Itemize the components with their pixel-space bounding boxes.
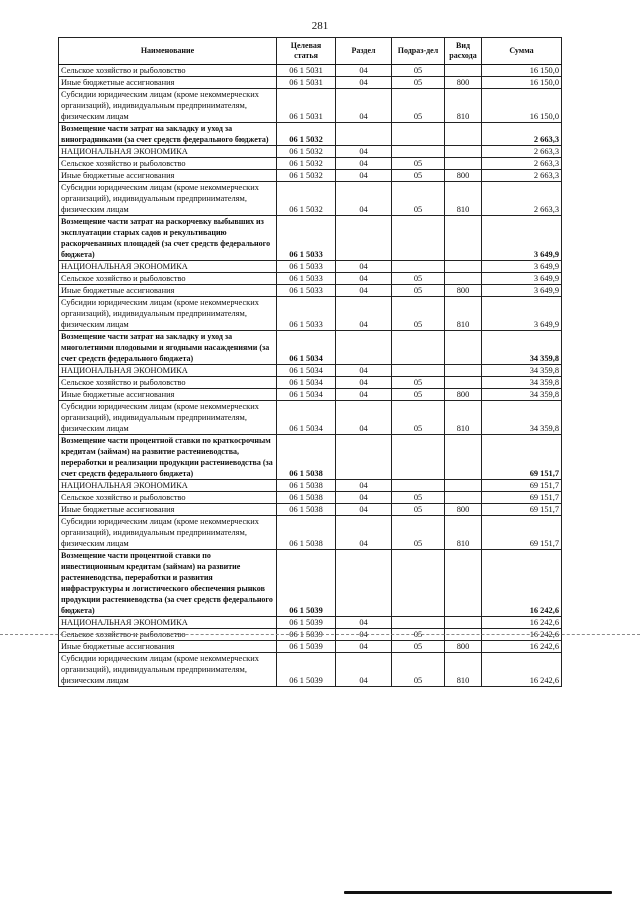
cell-target-article: 06 1 5038 bbox=[277, 504, 336, 516]
header-section: Раздел bbox=[336, 38, 392, 65]
table-row bbox=[59, 365, 562, 377]
cell-name: Субсидии юридическим лицам (кроме некоммерческих организаций), индивидуальным предпринимателям, физическим лицам bbox=[59, 653, 277, 687]
cell-sum: 2 663,3 bbox=[482, 158, 562, 170]
cell-target-article: 06 1 5033 bbox=[277, 285, 336, 297]
cell-sum: 16 242,6 bbox=[482, 653, 562, 687]
cell-section: 04 bbox=[336, 504, 392, 516]
cell-name: НАЦИОНАЛЬНАЯ ЭКОНОМИКА bbox=[59, 261, 277, 273]
cell-name: Сельское хозяйство и рыболовство bbox=[59, 65, 277, 77]
cell-section: 04 bbox=[336, 297, 392, 331]
cell-sum: 16 150,0 bbox=[482, 77, 562, 89]
table-row bbox=[59, 389, 562, 401]
table-body bbox=[59, 65, 562, 687]
cell-name: Сельское хозяйство и рыболовство bbox=[59, 377, 277, 389]
cell-target-article: 06 1 5039 bbox=[277, 629, 336, 641]
cell-section: 04 bbox=[336, 641, 392, 653]
cell-section: 04 bbox=[336, 182, 392, 216]
cell-target-article: 06 1 5034 bbox=[277, 389, 336, 401]
cell-target-article: 06 1 5038 bbox=[277, 435, 336, 480]
cell-sum: 3 649,9 bbox=[482, 261, 562, 273]
cell-name: Возмещение части процентной ставки по краткосрочным кредитам (займам) на развитие растениеводства, переработки и реализации продукции растениеводства (за счет средств федерального бюджета) bbox=[59, 435, 277, 480]
cell-target-article: 06 1 5032 bbox=[277, 182, 336, 216]
cell-section bbox=[336, 123, 392, 146]
cell-section: 04 bbox=[336, 365, 392, 377]
cell-target-article: 06 1 5039 bbox=[277, 617, 336, 629]
cell-expense-type bbox=[445, 331, 482, 365]
cell-subsection: 05 bbox=[392, 516, 445, 550]
cell-subsection bbox=[392, 331, 445, 365]
cell-target-article: 06 1 5031 bbox=[277, 65, 336, 77]
cell-target-article: 06 1 5039 bbox=[277, 653, 336, 687]
cell-sum: 3 649,9 bbox=[482, 297, 562, 331]
cell-sum: 34 359,8 bbox=[482, 331, 562, 365]
cell-subsection: 05 bbox=[392, 285, 445, 297]
cell-sum: 2 663,3 bbox=[482, 170, 562, 182]
cell-subsection: 05 bbox=[392, 653, 445, 687]
cell-sum: 34 359,8 bbox=[482, 365, 562, 377]
bottom-scan-bar bbox=[344, 891, 612, 894]
cell-name: Субсидии юридическим лицам (кроме некоммерческих организаций), индивидуальным предпринимателям, физическим лицам bbox=[59, 297, 277, 331]
header-expense-type: Вид расхода bbox=[445, 38, 482, 65]
cell-sum: 16 242,6 bbox=[482, 550, 562, 617]
cell-expense-type bbox=[445, 492, 482, 504]
cell-section: 04 bbox=[336, 158, 392, 170]
cell-target-article: 06 1 5039 bbox=[277, 641, 336, 653]
table-row bbox=[59, 480, 562, 492]
cell-section bbox=[336, 331, 392, 365]
cell-target-article: 06 1 5032 bbox=[277, 158, 336, 170]
cell-expense-type bbox=[445, 216, 482, 261]
cell-subsection: 05 bbox=[392, 182, 445, 216]
table-row bbox=[59, 516, 562, 550]
table-row bbox=[59, 261, 562, 273]
cell-expense-type: 800 bbox=[445, 285, 482, 297]
cell-expense-type: 810 bbox=[445, 401, 482, 435]
cell-target-article: 06 1 5032 bbox=[277, 123, 336, 146]
cell-target-article: 06 1 5039 bbox=[277, 550, 336, 617]
cell-name: Возмещение части затрат на закладку и уход за многолетними плодовыми и ягодными насаждениями (за счет средств федерального бюджета) bbox=[59, 331, 277, 365]
cell-expense-type bbox=[445, 480, 482, 492]
cell-section: 04 bbox=[336, 629, 392, 641]
cell-name: Сельское хозяйство и рыболовство bbox=[59, 629, 277, 641]
table-row bbox=[59, 401, 562, 435]
table-row bbox=[59, 492, 562, 504]
cell-sum: 2 663,3 bbox=[482, 123, 562, 146]
cell-sum: 69 151,7 bbox=[482, 516, 562, 550]
cell-sum: 16 242,6 bbox=[482, 641, 562, 653]
cell-sum: 16 242,6 bbox=[482, 617, 562, 629]
cell-expense-type bbox=[445, 435, 482, 480]
cell-section: 04 bbox=[336, 617, 392, 629]
table-row bbox=[59, 216, 562, 261]
cell-subsection: 05 bbox=[392, 377, 445, 389]
cell-sum: 16 150,0 bbox=[482, 89, 562, 123]
table-row bbox=[59, 273, 562, 285]
cell-section: 04 bbox=[336, 77, 392, 89]
cell-subsection: 05 bbox=[392, 158, 445, 170]
table-header bbox=[59, 38, 562, 65]
table-row bbox=[59, 285, 562, 297]
table-row bbox=[59, 297, 562, 331]
table-row bbox=[59, 435, 562, 480]
cell-target-article: 06 1 5031 bbox=[277, 77, 336, 89]
cell-sum: 16 150,0 bbox=[482, 65, 562, 77]
cell-expense-type bbox=[445, 146, 482, 158]
cell-name: Сельское хозяйство и рыболовство bbox=[59, 492, 277, 504]
cell-target-article: 06 1 5033 bbox=[277, 261, 336, 273]
cell-expense-type bbox=[445, 158, 482, 170]
cell-sum: 3 649,9 bbox=[482, 285, 562, 297]
table-row bbox=[59, 377, 562, 389]
cell-name: Субсидии юридическим лицам (кроме некоммерческих организаций), индивидуальным предпринимателям, физическим лицам bbox=[59, 89, 277, 123]
table-row bbox=[59, 182, 562, 216]
cell-subsection bbox=[392, 480, 445, 492]
cell-section: 04 bbox=[336, 516, 392, 550]
table-row bbox=[59, 170, 562, 182]
header-sum: Сумма bbox=[482, 38, 562, 65]
cell-section bbox=[336, 216, 392, 261]
cell-name: Сельское хозяйство и рыболовство bbox=[59, 273, 277, 285]
cell-target-article: 06 1 5034 bbox=[277, 377, 336, 389]
cell-name: Субсидии юридическим лицам (кроме некоммерческих организаций), индивидуальным предпринимателям, физическим лицам bbox=[59, 401, 277, 435]
cell-subsection: 05 bbox=[392, 170, 445, 182]
cell-section: 04 bbox=[336, 89, 392, 123]
cell-name: Субсидии юридическим лицам (кроме некоммерческих организаций), индивидуальным предпринимателям, физическим лицам bbox=[59, 516, 277, 550]
cell-expense-type: 810 bbox=[445, 653, 482, 687]
cell-subsection: 05 bbox=[392, 89, 445, 123]
cell-subsection bbox=[392, 435, 445, 480]
cell-subsection: 05 bbox=[392, 389, 445, 401]
table-row bbox=[59, 653, 562, 687]
cell-sum: 2 663,3 bbox=[482, 146, 562, 158]
cell-name: Иные бюджетные ассигнования bbox=[59, 641, 277, 653]
cell-section bbox=[336, 550, 392, 617]
cell-expense-type: 810 bbox=[445, 297, 482, 331]
table-row bbox=[59, 77, 562, 89]
cell-expense-type bbox=[445, 261, 482, 273]
cell-name: НАЦИОНАЛЬНАЯ ЭКОНОМИКА bbox=[59, 617, 277, 629]
cell-name: Возмещение части процентной ставки по инвестиционным кредитам (займам) на развитие растениеводства, переработки и развития инфраструктуры и логистического обеспечения рынков продукции растениеводства (за счет средств федерального бюджета) bbox=[59, 550, 277, 617]
cell-expense-type: 800 bbox=[445, 77, 482, 89]
cell-subsection bbox=[392, 617, 445, 629]
cell-subsection bbox=[392, 365, 445, 377]
cell-expense-type bbox=[445, 617, 482, 629]
cell-name: Возмещение части затрат на закладку и уход за виноградниками (за счет средств федерального бюджета) bbox=[59, 123, 277, 146]
cell-target-article: 06 1 5032 bbox=[277, 146, 336, 158]
table-row bbox=[59, 641, 562, 653]
cell-expense-type: 810 bbox=[445, 89, 482, 123]
cell-sum: 3 649,9 bbox=[482, 273, 562, 285]
cell-subsection: 05 bbox=[392, 297, 445, 331]
cell-expense-type bbox=[445, 365, 482, 377]
cell-target-article: 06 1 5038 bbox=[277, 480, 336, 492]
cell-section: 04 bbox=[336, 401, 392, 435]
cell-section: 04 bbox=[336, 170, 392, 182]
page-cut-line bbox=[0, 634, 640, 635]
cell-sum: 69 151,7 bbox=[482, 480, 562, 492]
cell-name: Иные бюджетные ассигнования bbox=[59, 285, 277, 297]
cell-target-article: 06 1 5034 bbox=[277, 331, 336, 365]
cell-sum: 34 359,8 bbox=[482, 377, 562, 389]
cell-subsection bbox=[392, 216, 445, 261]
cell-name: Субсидии юридическим лицам (кроме некоммерческих организаций), индивидуальным предпринимателям, физическим лицам bbox=[59, 182, 277, 216]
cell-sum: 3 649,9 bbox=[482, 216, 562, 261]
cell-expense-type bbox=[445, 550, 482, 617]
cell-section bbox=[336, 435, 392, 480]
cell-section: 04 bbox=[336, 389, 392, 401]
cell-section: 04 bbox=[336, 273, 392, 285]
cell-subsection: 05 bbox=[392, 401, 445, 435]
cell-expense-type bbox=[445, 65, 482, 77]
cell-name: НАЦИОНАЛЬНАЯ ЭКОНОМИКА bbox=[59, 365, 277, 377]
cell-name: НАЦИОНАЛЬНАЯ ЭКОНОМИКА bbox=[59, 480, 277, 492]
cell-sum: 2 663,3 bbox=[482, 182, 562, 216]
cell-section: 04 bbox=[336, 492, 392, 504]
cell-subsection: 05 bbox=[392, 65, 445, 77]
cell-target-article: 06 1 5033 bbox=[277, 297, 336, 331]
page-number: 281 bbox=[311, 20, 329, 32]
cell-sum: 69 151,7 bbox=[482, 435, 562, 480]
cell-section: 04 bbox=[336, 65, 392, 77]
cell-subsection: 05 bbox=[392, 492, 445, 504]
cell-subsection: 05 bbox=[392, 641, 445, 653]
header-subsection: Подраз-дел bbox=[392, 38, 445, 65]
cell-subsection: 05 bbox=[392, 629, 445, 641]
table-row bbox=[59, 65, 562, 77]
cell-expense-type: 800 bbox=[445, 389, 482, 401]
cell-sum: 34 359,8 bbox=[482, 401, 562, 435]
cell-section: 04 bbox=[336, 261, 392, 273]
cell-expense-type: 800 bbox=[445, 504, 482, 516]
cell-expense-type bbox=[445, 123, 482, 146]
cell-expense-type: 810 bbox=[445, 182, 482, 216]
cell-name: Иные бюджетные ассигнования bbox=[59, 170, 277, 182]
cell-expense-type bbox=[445, 273, 482, 285]
cell-section: 04 bbox=[336, 285, 392, 297]
cell-name: Иные бюджетные ассигнования bbox=[59, 389, 277, 401]
cell-sum: 34 359,8 bbox=[482, 389, 562, 401]
table-row bbox=[59, 123, 562, 146]
table-row bbox=[59, 617, 562, 629]
cell-target-article: 06 1 5038 bbox=[277, 516, 336, 550]
cell-target-article: 06 1 5032 bbox=[277, 170, 336, 182]
cell-name: Возмещение части затрат на раскорчевку выбывших из эксплуатации старых садов и рекультивацию раскорчеванных площадей (за счет средств федерального бюджета) bbox=[59, 216, 277, 261]
cell-subsection: 05 bbox=[392, 504, 445, 516]
header-name: Наименование bbox=[59, 38, 277, 65]
cell-subsection bbox=[392, 550, 445, 617]
cell-target-article: 06 1 5034 bbox=[277, 401, 336, 435]
cell-target-article: 06 1 5038 bbox=[277, 492, 336, 504]
cell-expense-type: 800 bbox=[445, 641, 482, 653]
cell-section: 04 bbox=[336, 653, 392, 687]
cell-expense-type: 800 bbox=[445, 170, 482, 182]
cell-sum: 69 151,7 bbox=[482, 504, 562, 516]
table-row bbox=[59, 504, 562, 516]
cell-subsection: 05 bbox=[392, 77, 445, 89]
cell-subsection bbox=[392, 261, 445, 273]
cell-section: 04 bbox=[336, 480, 392, 492]
header-row bbox=[59, 38, 562, 65]
cell-name: НАЦИОНАЛЬНАЯ ЭКОНОМИКА bbox=[59, 146, 277, 158]
cell-name: Иные бюджетные ассигнования bbox=[59, 504, 277, 516]
cell-sum: 16 242,6 bbox=[482, 629, 562, 641]
cell-subsection bbox=[392, 123, 445, 146]
cell-target-article: 06 1 5033 bbox=[277, 216, 336, 261]
budget-table-container bbox=[58, 37, 561, 687]
cell-name: Иные бюджетные ассигнования bbox=[59, 77, 277, 89]
table-row bbox=[59, 331, 562, 365]
table-row bbox=[59, 158, 562, 170]
cell-target-article: 06 1 5031 bbox=[277, 89, 336, 123]
header-target-article: Целевая статья bbox=[277, 38, 336, 65]
table-row bbox=[59, 550, 562, 617]
cell-expense-type: 810 bbox=[445, 516, 482, 550]
cell-sum: 69 151,7 bbox=[482, 492, 562, 504]
table-row bbox=[59, 89, 562, 123]
cell-target-article: 06 1 5034 bbox=[277, 365, 336, 377]
cell-section: 04 bbox=[336, 146, 392, 158]
cell-expense-type bbox=[445, 377, 482, 389]
cell-section: 04 bbox=[336, 377, 392, 389]
cell-subsection: 05 bbox=[392, 273, 445, 285]
table-row bbox=[59, 146, 562, 158]
cell-subsection bbox=[392, 146, 445, 158]
cell-name: Сельское хозяйство и рыболовство bbox=[59, 158, 277, 170]
budget-table bbox=[58, 37, 562, 687]
cell-target-article: 06 1 5033 bbox=[277, 273, 336, 285]
